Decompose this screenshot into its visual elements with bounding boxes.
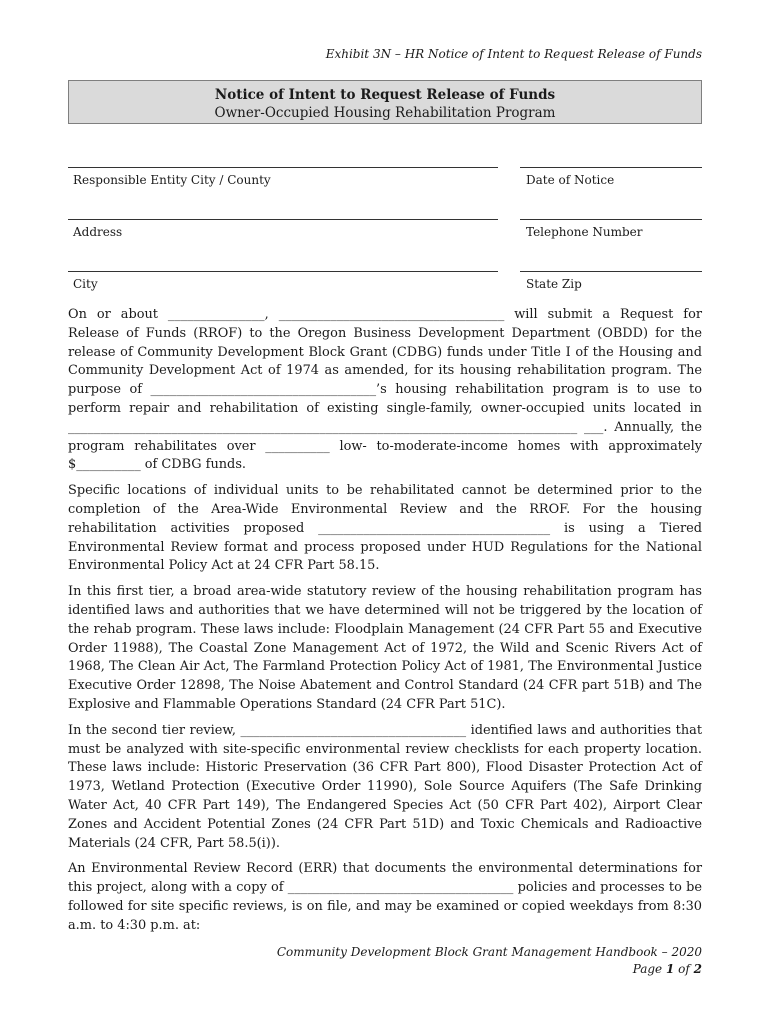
address-label: Address <box>73 225 123 239</box>
responsible-entity-label: Responsible Entity City / County <box>73 173 271 187</box>
title-box <box>68 80 702 124</box>
date-of-notice-label: Date of Notice <box>526 173 615 187</box>
state-zip-line[interactable] <box>520 271 702 272</box>
telephone-line[interactable] <box>520 219 702 220</box>
responsible-entity-line[interactable] <box>68 167 498 168</box>
document-title: Notice of Intent to Request Release of Funds <box>214 87 556 103</box>
paragraph-rrof-submission: On or about _______________, ___________________________________ will submit a Request for Release of Funds (RROF) to the Oregon Business Development Department (OBDD) for the release of Community Development Block Grant (CDBG) funds under Title I of the Housing and Community Development Act of 1974 as amended, for its housing rehabilitation program. The purpose of ___________________________________’s housing rehabilitation program is to use to perform repair and rehabilitation of existing single-family, owner-occupied units located in _______________________________________________________________________________ ___. Annually, the program rehabilitates over __________ low- to-moderate-income homes with approximately $__________ of CDBG funds. <box>68 307 702 473</box>
paragraph-err: An Environmental Review Record (ERR) that documents the environmental determinations for this project, along with a copy of ___________________________________ policies and processes to be followed for site specific reviews, is on file, and may be examined or copied weekdays from 8:30 a.m. to 4:30 p.m. at: <box>68 861 702 933</box>
page-footer <box>277 944 702 978</box>
notice-body <box>68 306 702 943</box>
page-total: 2 <box>693 962 702 976</box>
city-line[interactable] <box>68 271 498 272</box>
paragraph-first-tier: In this first tier, a broad area-wide statutory review of the housing rehabilitation program has identified laws and authorities that we have determined will not be triggered by the location of the rehab program. These laws include: Floodplain Management (24 CFR Part 55 and Executive Order 11988), The Coastal Zone Management Act of 1972, the Wild and Scenic Rivers Act of 1968, The Clean Air Act, The Farmland Protection Policy Act of 1981, The Environmental Justice Executive Order 12898, The Noise Abatement and Control Standard (24 CFR part 51B) and The Explosive and Flammable Operations Standard (24 CFR Part 51C). <box>68 584 702 712</box>
state-zip-label: State Zip <box>526 277 582 291</box>
telephone-label: Telephone Number <box>526 225 643 239</box>
exhibit-header: Exhibit 3N – HR Notice of Intent to Request Release of Funds <box>325 47 702 61</box>
date-of-notice-line[interactable] <box>520 167 702 168</box>
city-label: City <box>73 277 98 291</box>
paragraph-specific-locations: Specific locations of individual units to be rehabilitated cannot be determined prior to the completion of the Area-Wide Environmental Review and the RROF. For the housing rehabilitation activities proposed ____________________________________ is using a Tiered Environmental Review format and process proposed under HUD Regulations for the National Environmental Policy Act at 24 CFR Part 58.15. <box>68 483 702 574</box>
handbook-title: Community Development Block Grant Management Handbook – 2020 <box>276 945 702 959</box>
address-line[interactable] <box>68 219 498 220</box>
document-subtitle: Owner-Occupied Housing Rehabilitation Program <box>214 105 556 121</box>
page-number <box>277 961 702 978</box>
paragraph-second-tier: In the second tier review, ___________________________________ identified laws and authorities that must be analyzed with site-specific environmental review checklists for each property location. These laws include: Historic Preservation (36 CFR Part 800), Flood Disaster Protection Act of 1973, Wetland Protection (Executive Order 11990), Sole Source Aquifers (The Safe Drinking Water Act, 40 CFR Part 149), The Endangered Species Act (50 CFR Part 402), Airport Clear Zones and Accident Potential Zones (24 CFR Part 51D) and Toxic Chemicals and Radioactive Materials (24 CFR, Part 58.5(i)). <box>68 722 702 851</box>
page-current: 1 <box>665 962 675 976</box>
page-of: of <box>674 962 694 976</box>
page-prefix: Page <box>632 962 666 976</box>
